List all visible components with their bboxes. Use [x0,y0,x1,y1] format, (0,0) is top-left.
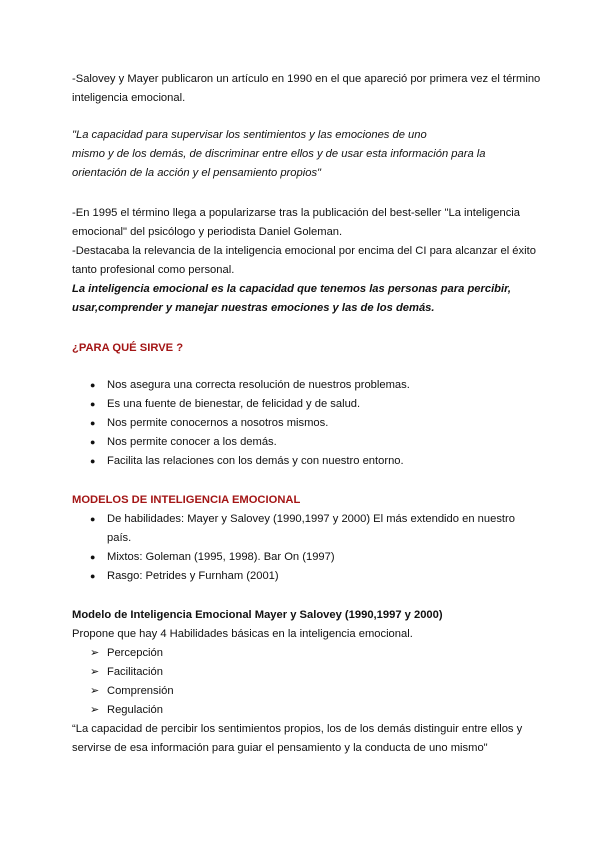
list-item: ➢ Comprensión [92,682,512,701]
list-item: ➢ Percepción [92,644,512,663]
intro-paragraph-2: -En 1995 el término llega a popularizarse tras la publicación del best-seller "La inteligencia emocional" del psicólogo y periodista Daniel Goleman. [72,207,520,238]
list-item: ➢ Facilitación [92,663,512,682]
bullet-icon: ● [90,514,96,524]
list-item: ● Mixtos: Goleman (1995, 1998). Bar On (1997) [92,548,532,567]
intro-paragraph-1: -Salovey y Mayer publicaron un artículo en 1990 en el que apareció por primera vez el término inteligencia emocional. [72,73,541,104]
bullet-icon: ● [90,399,96,409]
modelo-mayer-intro: Propone que hay 4 Habilidades básicas en la inteligencia emocional. [72,628,413,640]
list-item: ● Nos asegura una correcta resolución de nuestros problemas. [92,376,532,395]
intro-paragraph-3: -Destacaba la relevancia de la inteligencia emocional por encima del CI para alcanzar el éxito tanto profesional como personal. [72,245,536,276]
bullet-icon: ● [90,418,96,428]
quote-line-3: orientación de la acción y el pensamiento propios" [72,167,322,179]
arrow-icon: ➢ [90,704,100,716]
modelo-mayer-heading: Modelo de Inteligencia Emocional Mayer y Salovey (1990,1997 y 2000) [72,609,443,621]
list-item: ● De habilidades: Mayer y Salovey (1990,1997 y 2000) El más extendido en nuestro país. [92,510,532,548]
bullet-icon: ● [90,552,96,562]
arrow-icon: ➢ [90,647,100,659]
list-item: ➢ Regulación [92,701,512,720]
emotional-intelligence-definition: La inteligencia emocional es la capacidad que tenemos las personas para percibir, usar,comprender y manejar nuestras emociones y las de los demás. [72,283,511,314]
bullet-icon: ● [90,380,96,390]
para-que-sirve-heading: ¿PARA QUÉ SIRVE ? [72,342,184,354]
quote-line-2: mismo y de los demás, de discriminar entre ellos y de usar esta información para la [72,148,486,160]
arrow-icon: ➢ [90,666,100,678]
bullet-icon: ● [90,456,96,466]
para-que-sirve-list [92,376,532,471]
bullet-icon: ● [90,437,96,447]
habilidades-list [92,644,512,720]
list-item: ● Es una fuente de bienestar, de felicidad y de salud. [92,395,532,414]
bullet-icon: ● [90,571,96,581]
quote-line-1: "La capacidad para supervisar los sentimientos y las emociones de uno [72,129,427,141]
arrow-icon: ➢ [90,685,100,697]
modelos-heading: MODELOS DE INTELIGENCIA EMOCIONAL [72,494,301,506]
list-item: ● Nos permite conocer a los demás. [92,433,532,452]
definition-quote [72,126,542,183]
list-item: ● Rasgo: Petrides y Furnham (2001) [92,567,532,586]
list-item: ● Nos permite conocernos a nosotros mismos. [92,414,532,433]
modelos-list [92,510,532,586]
modelo-mayer-quote: “La capacidad de percibir los sentimientos propios, los de los demás distinguir entre ellos y servirse de esa información para guiar el pensamiento y la conducta de uno mismo" [72,723,523,754]
list-item: ● Facilita las relaciones con los demás y con nuestro entorno. [92,452,532,471]
